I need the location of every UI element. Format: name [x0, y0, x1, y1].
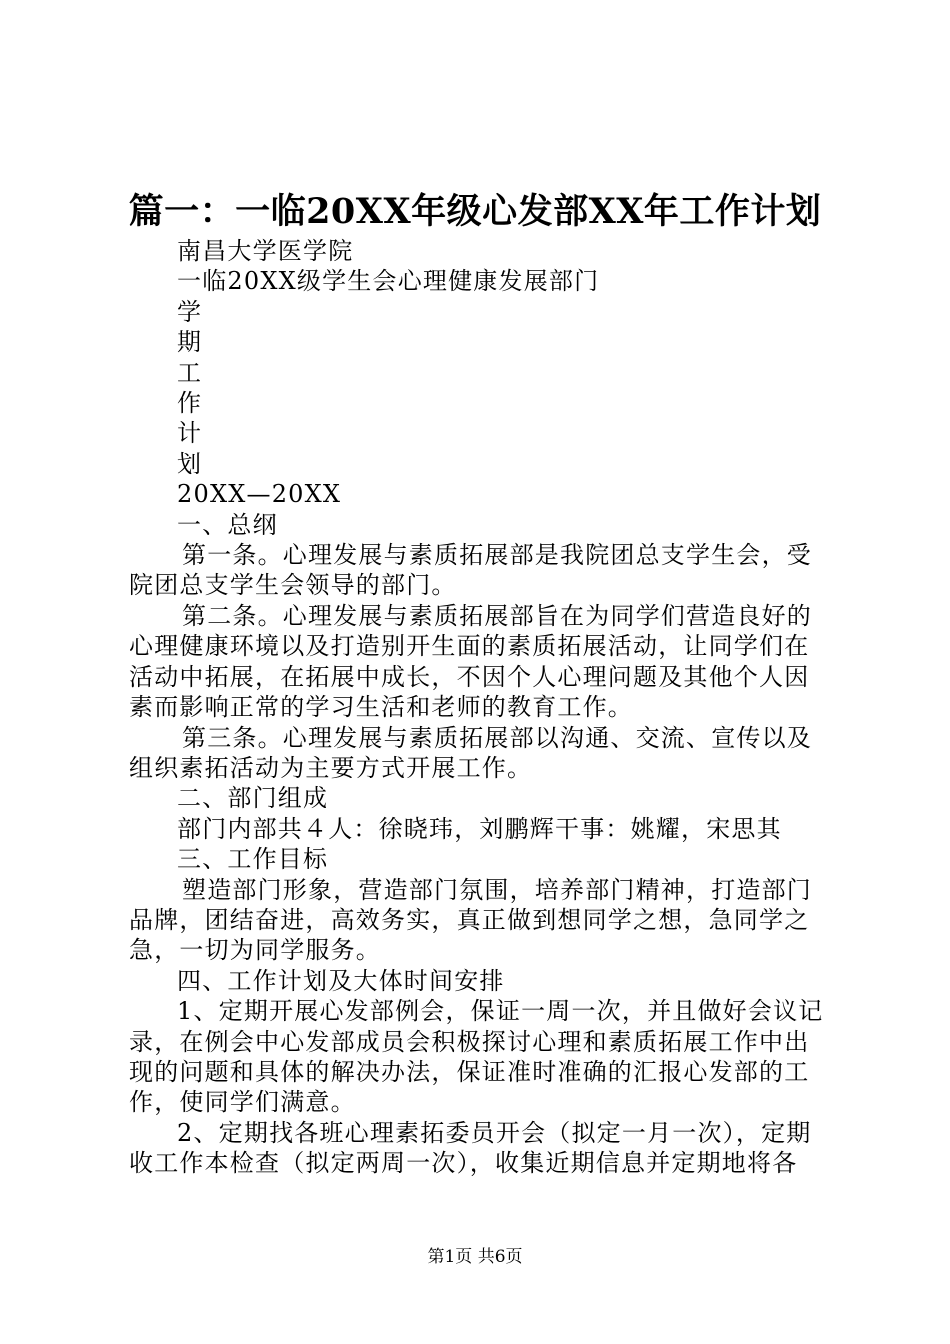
- paragraph-line: 录，在例会中心发部成员会积极探讨心理和素质拓展工作中出: [129, 1027, 810, 1056]
- paragraph-line: 活动中拓展，在拓展中成长，不因个人心理问题及其他个人因: [129, 662, 810, 691]
- paragraph-line: 现的问题和具体的解决办法，保证准时准确的汇报心发部的工: [129, 1057, 810, 1086]
- paragraph-line: 塑造部门形象，营造部门氛围，培养部门精神，打造部门: [182, 875, 812, 904]
- paragraph-line: 第三条。心理发展与素质拓展部以沟通、交流、宣传以及: [182, 723, 812, 752]
- header-line: 学: [177, 297, 203, 326]
- paragraph-line: 第二条。心理发展与素质拓展部旨在为同学们营造良好的: [182, 601, 812, 630]
- paragraph-line: 作，使同学们满意。: [129, 1088, 356, 1117]
- header-line: 计: [177, 419, 203, 448]
- paragraph-line: 2、定期找各班心理素拓委员开会（拟定一月一次），定期: [177, 1118, 812, 1147]
- page-footer: 第1页 共6页: [427, 1247, 523, 1267]
- document-title: 篇一：一临20XX年级心发部XX年工作计划: [128, 191, 822, 232]
- paragraph-line: 心理健康环境以及打造别开生面的素质拓展活动，让同学们在: [129, 632, 810, 661]
- header-line: 一临20XX级学生会心理健康发展部门: [177, 267, 600, 296]
- document-body: [129, 236, 834, 1179]
- paragraph-line: 收工作本检查（拟定两周一次），收集近期信息并定期地将各: [129, 1149, 798, 1178]
- section-heading: 一、总纲: [177, 510, 278, 539]
- members-line: 部门内部共４人：徐晓玮，刘鹏辉干事：姚耀，宋思其: [177, 814, 782, 843]
- section-heading: 四、工作计划及大体时间安排: [177, 966, 505, 995]
- header-line: 南昌大学医学院: [177, 237, 354, 265]
- section-heading: 二、部门组成: [177, 784, 329, 813]
- header-line: 工: [177, 358, 203, 387]
- paragraph-line: 急，一切为同学服务。: [129, 936, 381, 965]
- paragraph-line: 组织素拓活动为主要方式开展工作。: [129, 753, 533, 782]
- paragraph-line: 第一条。心理发展与素质拓展部是我院团总支学生会，受: [182, 541, 812, 570]
- paragraph-line: 品牌，团结奋进，高效务实，真正做到想同学之想，急同学之: [129, 905, 810, 934]
- paragraph-line: 素而影响正常的学习生活和老师的教育工作。: [129, 693, 633, 722]
- header-line: 期: [177, 328, 203, 357]
- header-line: 20XX—20XX: [177, 480, 342, 509]
- paragraph-line: 院团总支学生会领导的部门。: [129, 571, 457, 600]
- header-line: 划: [177, 449, 203, 478]
- section-heading: 三、工作目标: [177, 845, 329, 874]
- header-line: 作: [177, 389, 203, 418]
- paragraph-line: 1、定期开展心发部例会，保证一周一次，并且做好会议记: [177, 997, 824, 1026]
